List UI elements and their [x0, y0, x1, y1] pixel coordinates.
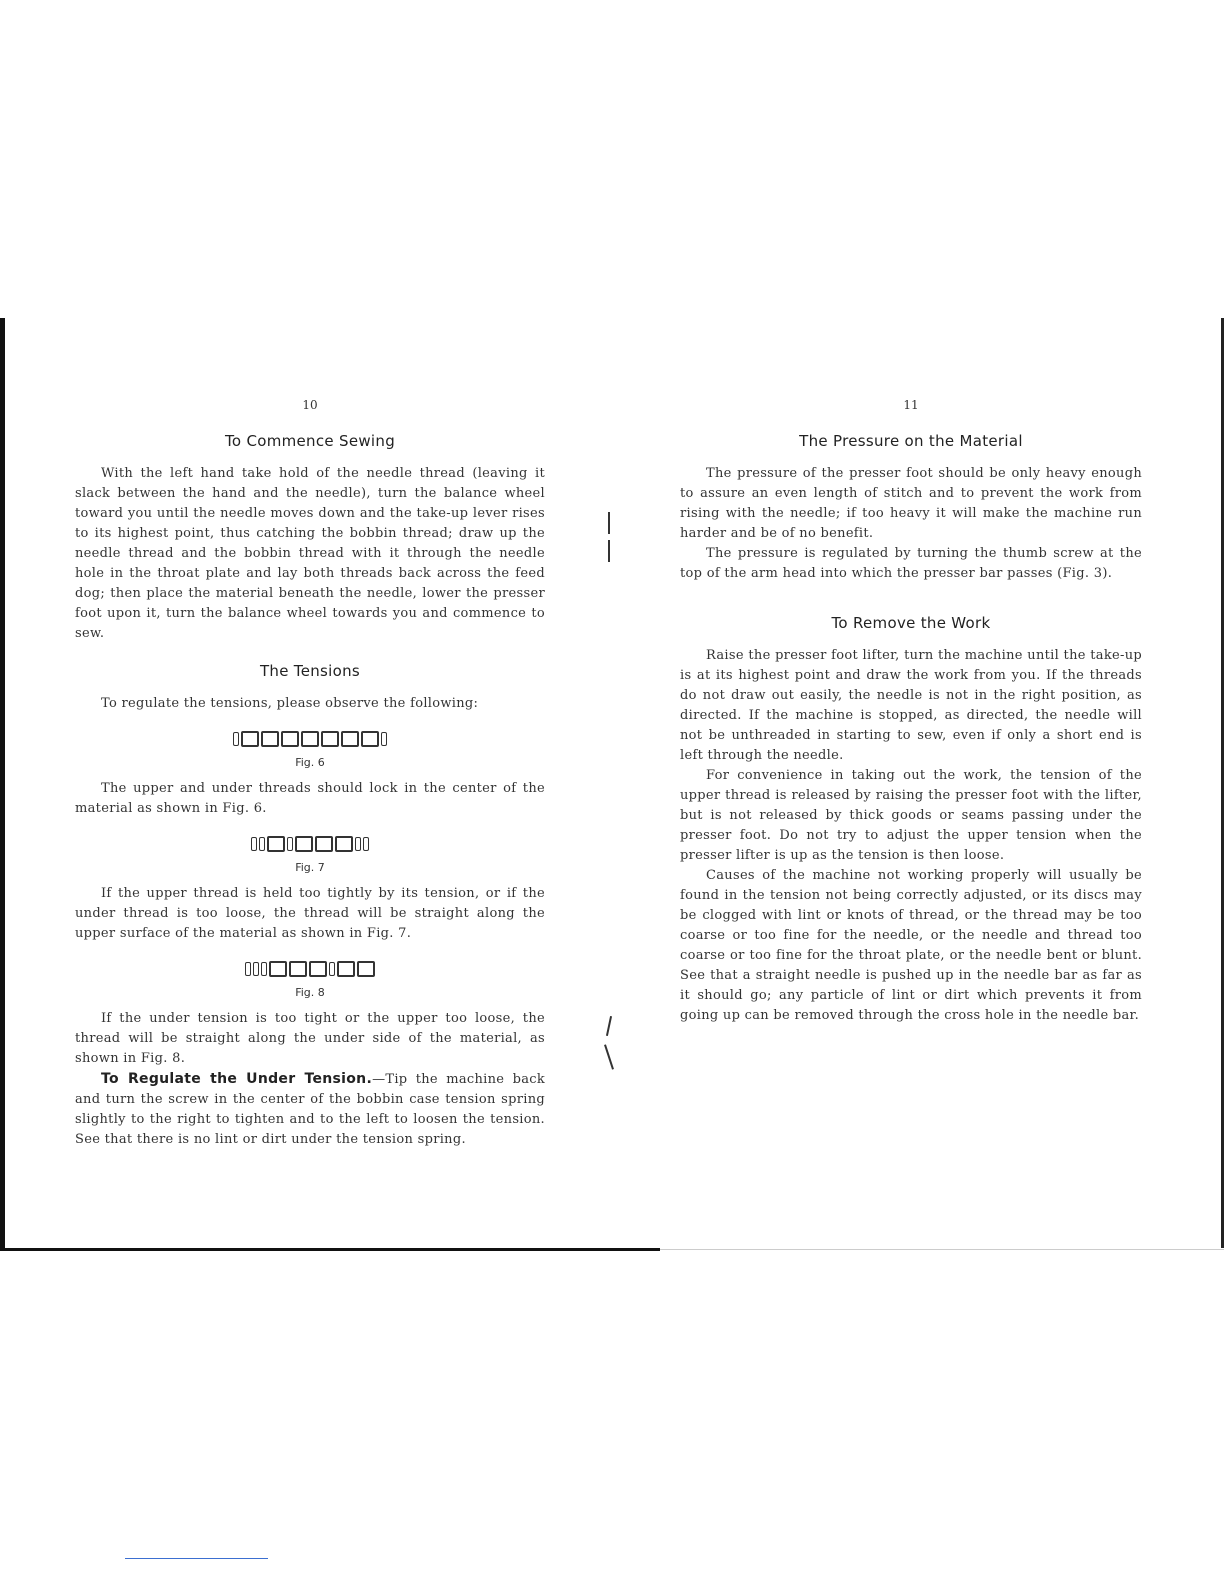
figure-caption: Fig. 7 [295, 861, 325, 874]
left-page [75, 398, 545, 1150]
figure-caption: Fig. 6 [295, 756, 325, 769]
gutter-mark-2 [608, 540, 610, 562]
gutter-mark-3 [606, 1016, 612, 1036]
blue-rule-line [125, 1558, 268, 1559]
stitch-diagram-balanced [233, 730, 387, 748]
right-page [680, 398, 1142, 1026]
stitch-diagram-upper-tight [251, 835, 369, 853]
paragraph-pressure-1: The pressure of the presser foot should be only heavy enough to assure an even length of stitch and to prevent the work from rising with the needle; if too heavy it will make the machine run harder and be of no benefit. [680, 466, 1142, 541]
paragraph-remove-3: Causes of the machine not working properly will usually be found in the tension not being correctly adjusted, or its discs may be clogged with lint or knots of thread, or the thread may be too coarse or too fine for the needle, or the needle and thread too coarse or too fine for the throat plate, or the needle bent or blunt. See that a straight needle is pushed up in the needle bar as far as it should go; any particle of lint or dirt which prevents it from going up can be removed through the cross hole in the needle bar. [680, 868, 1142, 1023]
paragraph-under-tension [75, 1069, 545, 1150]
scan-bottom-edge [0, 1248, 660, 1251]
figure-6 [75, 730, 545, 769]
paragraph-tensions-intro: To regulate the tensions, please observe the following: [101, 696, 479, 711]
section-heading-commence-sewing: To Commence Sewing [224, 432, 396, 450]
paragraph-remove-2: For convenience in taking out the work, the tension of the upper thread is released by raising the presser foot with the lifter, but is not released by thick goods or seams passing under the presser foot. Do not try to adjust the upper tension when the presser lifter is up as the tension is then loose. [680, 768, 1142, 863]
paragraph-remove-1: Raise the presser foot lifter, turn the machine until the take-up is at its highest point and draw the work from you. If the threads do not draw out easily, the needle is not in the right position, as directed. If the machine is stopped, as directed, the needle will not be unthreaded in starting to sew, even if only a short end is left through the needle. [680, 648, 1142, 763]
paragraph-commence-sewing: With the left hand take hold of the needle thread (leaving it slack between the hand and the needle), turn the balance wheel toward you until the needle moves down and the take-up lever rises to its highest point, thus catching the bobbin thread; draw up the needle thread and the bobbin thread with it through the needle hole in the throat plate and lay both threads back across the feed dog; then place the material beneath the needle, lower the presser foot upon it, turn the balance wheel towards you and commence to sew. [75, 466, 545, 641]
section-heading-tensions: The Tensions [259, 662, 361, 680]
paragraph-pressure-2: The pressure is regulated by turning the thumb screw at the top of the arm head into which the presser bar passes (Fig. 3). [680, 546, 1142, 581]
page-number: 10 [302, 398, 318, 412]
section-heading-remove-work: To Remove the Work [831, 614, 991, 632]
scan-edge-left [0, 318, 5, 1248]
page-number: 11 [903, 398, 919, 412]
figure-7 [75, 835, 545, 874]
scan-bottom-edge-faint [660, 1249, 1224, 1250]
figure-caption: Fig. 8 [295, 986, 325, 999]
section-heading-pressure: The Pressure on the Material [799, 432, 1023, 450]
paragraph-fig6: The upper and under threads should lock in the center of the material as shown in Fig. 6. [75, 781, 545, 816]
stitch-diagram-under-tight [245, 960, 375, 978]
gutter-mark-4 [604, 1044, 614, 1069]
gutter-mark-1 [608, 512, 610, 534]
under-tension-body: —Tip the machine back and turn the screw in the center of the bobbin case tension spring slightly to the right to tighten and to the left to loosen the tension. See that there is no lint or dirt under the tension spring. [75, 1072, 545, 1147]
paragraph-fig8: If the under tension is too tight or the upper too loose, the thread will be straight along the under side of the material, as shown in Fig. 8. [75, 1011, 545, 1066]
figure-8 [75, 960, 545, 999]
subheading-under-tension: To Regulate the Under Tension. [101, 1071, 373, 1087]
paragraph-fig7: If the upper thread is held too tightly by its tension, or if the under thread is too loose, the thread will be straight along the upper surface of the material as shown in Fig. 7. [75, 886, 545, 941]
